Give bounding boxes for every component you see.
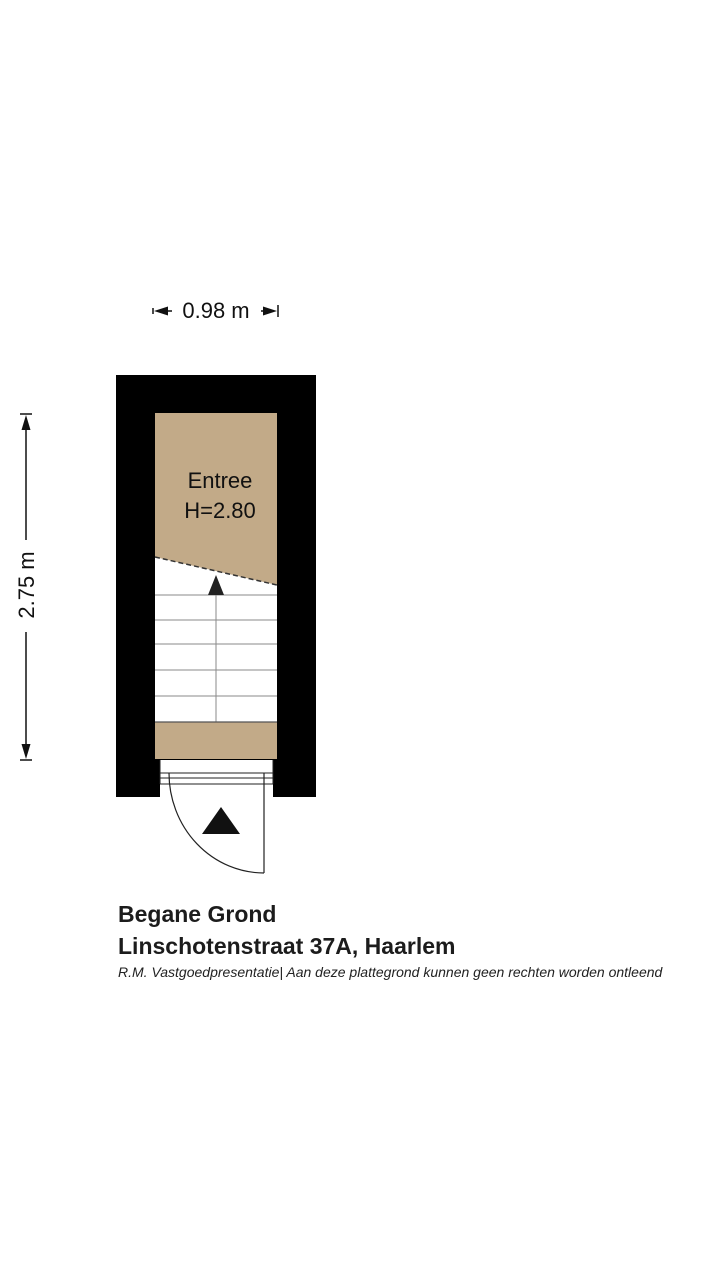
height-dimension-label: 2.75 m	[14, 551, 39, 619]
width-dimension	[153, 298, 278, 323]
address-title: Linschotenstraat 37A, Haarlem	[118, 933, 456, 959]
dimension-arrow-down-icon	[22, 744, 31, 759]
height-dimension	[14, 414, 39, 760]
width-dimension-label: 0.98 m	[182, 298, 250, 323]
room-name-label: Entree	[187, 468, 253, 493]
floor-title: Begane Grond	[118, 901, 277, 927]
disclaimer-text: R.M. Vastgoedpresentatie| Aan deze plattegrond kunnen geen rechten worden ontleend	[118, 964, 663, 980]
stairs	[155, 557, 277, 722]
dimension-arrow-right-icon	[263, 307, 277, 316]
entrance-triangle-icon	[202, 807, 240, 834]
room-height-label: H=2.80	[184, 498, 256, 523]
door-opening	[160, 760, 273, 798]
